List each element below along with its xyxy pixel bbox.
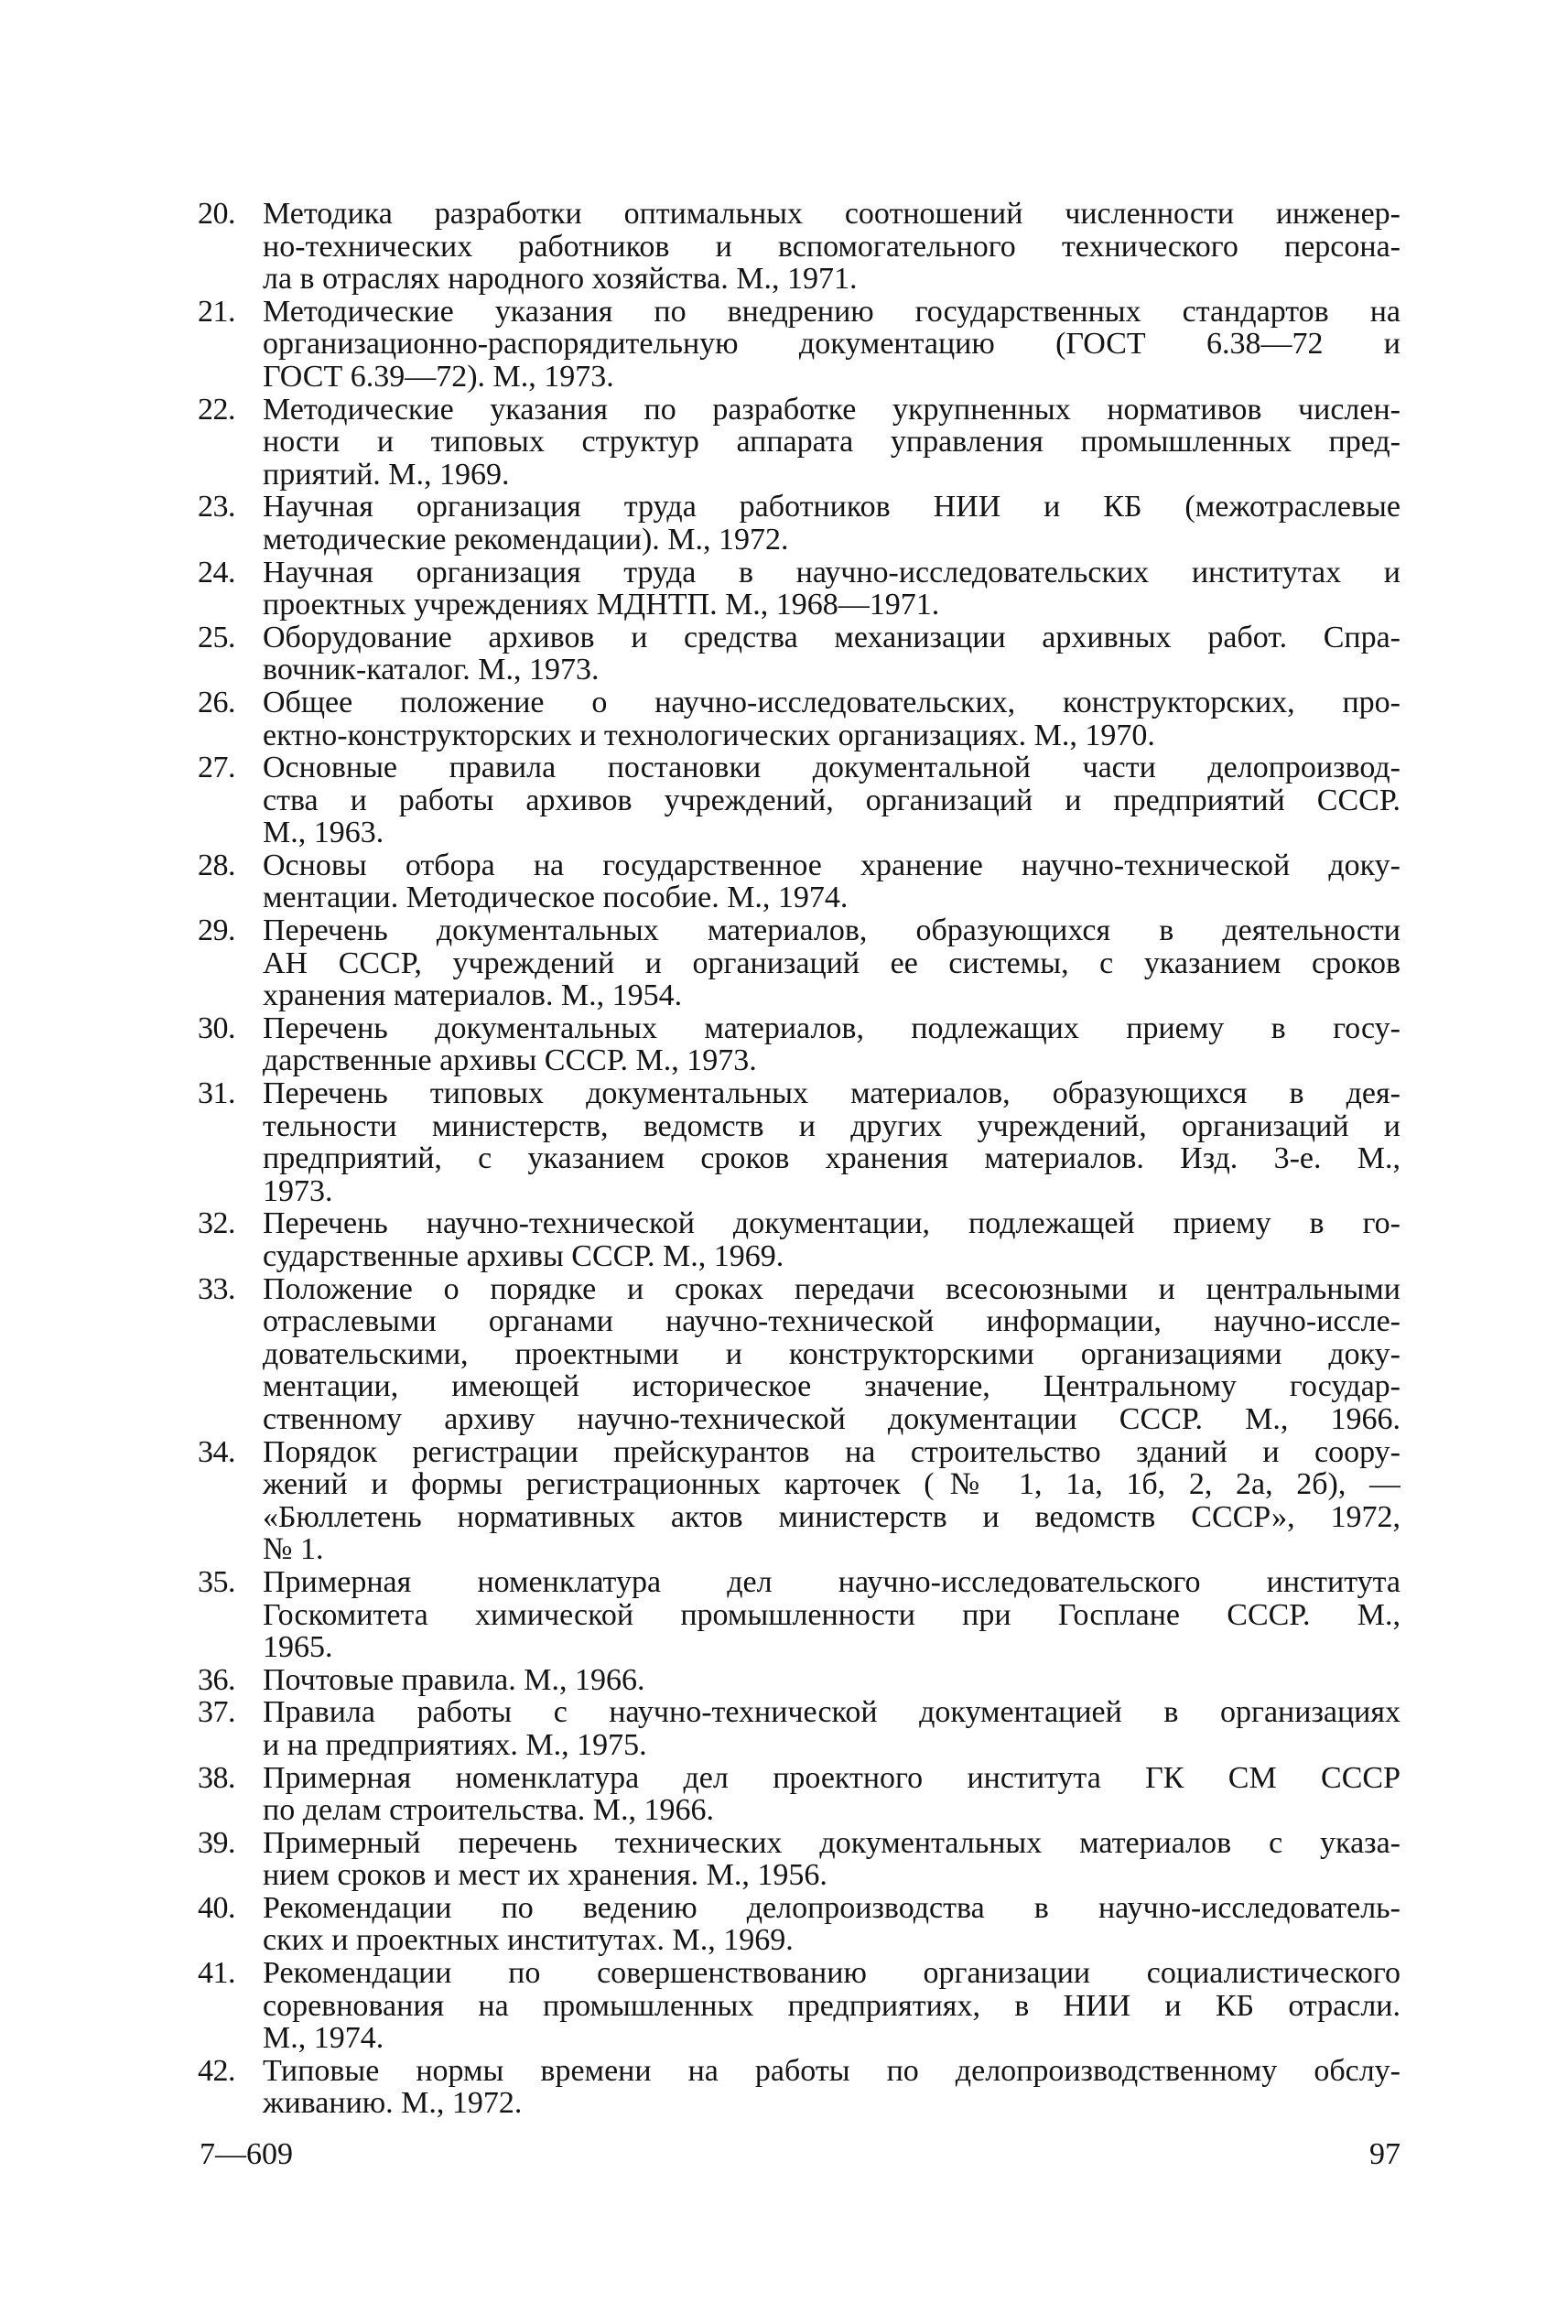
reference-text-line: Методика разработки оптимальных соотношений численности инженер- — [263, 198, 1400, 231]
reference-text-line: соревнования на промышленных предприятиях, в НИИ и КБ отрасли. — [263, 1989, 1400, 2023]
reference-text-line: довательскими, проектными и конструкторскими организациями доку- — [263, 1337, 1400, 1371]
reference-item — [198, 1892, 1400, 1957]
reference-text-line: ектно-конструкторских и технологических организациях. М., 1970. — [263, 718, 1155, 752]
reference-text-line: ских и проектных институтах. М., 1969. — [263, 1923, 794, 1958]
reference-text-line: методические рекомендации). М., 1972. — [263, 522, 789, 557]
reference-text-line: Методические указания по внедрению государственных стандартов на — [263, 295, 1400, 329]
reference-item — [198, 296, 1400, 394]
reference-text-line: Примерная номенклатура дел проектного института ГК СМ СССР — [263, 1761, 1400, 1795]
reference-item — [198, 1762, 1400, 1827]
reference-item — [198, 1077, 1400, 1207]
reference-text-line: АН СССР, учреждений и организаций ее системы, с указанием сроков — [263, 946, 1400, 980]
page-number: 97 — [1369, 2137, 1400, 2171]
reference-text-line: сударственные архивы СССР. М., 1969. — [263, 1239, 784, 1273]
reference-text-line: Научная организация труда работников НИИ и КБ (межотраслевые — [263, 491, 1400, 524]
reference-number: 33. — [198, 1271, 235, 1306]
reference-text-line: организационно-распорядительную документацию (ГОСТ 6.38—72 и — [263, 328, 1400, 361]
reference-text-line: и на предприятиях. М., 1975. — [263, 1727, 647, 1762]
reference-text-line: приятий. М., 1969. — [263, 457, 510, 492]
reference-number: 21. — [198, 294, 235, 329]
reference-item — [198, 1012, 1400, 1077]
reference-text-line: ности и типовых структур аппарата управления промышленных пред- — [263, 426, 1400, 459]
reference-text-line: проектных учреждениях МДНТП. М., 1968—1971. — [263, 588, 940, 622]
reference-text-line: М., 1974. — [263, 2021, 384, 2056]
reference-number: 42. — [198, 2053, 235, 2088]
reference-number: 20. — [198, 197, 235, 231]
reference-number: 40. — [198, 1890, 235, 1925]
reference-text-line: Примерный перечень технических документальных материалов с указа- — [263, 1826, 1400, 1860]
reference-item — [198, 1664, 1400, 1697]
reference-text-line: вочник-каталог. М., 1973. — [263, 653, 600, 687]
reference-text-line: ственному архиву научно-технической документации СССР. М., 1966. — [263, 1402, 1400, 1436]
reference-item — [198, 1696, 1400, 1761]
reference-text-line: Рекомендации по ведению делопроизводства в научно-исследователь- — [263, 1891, 1400, 1925]
reference-number: 29. — [198, 913, 235, 948]
reference-number: 25. — [198, 620, 235, 654]
reference-text-line: Общее положение о научно-исследовательских, конструкторских, про- — [263, 686, 1400, 719]
reference-text-line: № 1. — [263, 1532, 324, 1567]
reference-text-line: М., 1963. — [263, 816, 384, 850]
reference-item — [198, 751, 1400, 849]
reference-text-line: отраслевыми органами научно-технической информации, научно-иссле- — [263, 1305, 1400, 1338]
reference-number: 32. — [198, 1206, 235, 1241]
reference-number: 24. — [198, 555, 235, 589]
reference-text-line: тельности министерств, ведомств и других учреждений, организаций и — [263, 1109, 1400, 1143]
reference-text-line: Примерная номенклатура дел научно-исследовательского института — [263, 1565, 1400, 1599]
reference-number: 30. — [198, 1011, 235, 1045]
reference-item — [198, 1207, 1400, 1272]
reference-text-line: по делам строительства. М., 1966. — [263, 1793, 715, 1828]
reference-number: 38. — [198, 1760, 235, 1795]
reference-item — [198, 394, 1400, 492]
reference-text-line: ства и работы архивов учреждений, организаций и предприятий СССР. — [263, 784, 1400, 817]
reference-item — [198, 198, 1400, 296]
reference-text-line: Научная организация труда в научно-исследовательских институтах и — [263, 556, 1400, 589]
reference-list — [198, 198, 1400, 2120]
reference-number: 26. — [198, 685, 235, 719]
reference-text-line: ГОСТ 6.39—72). М., 1973. — [263, 359, 614, 394]
reference-text-line: хранения материалов. М., 1954. — [263, 978, 683, 1013]
reference-text-line: нием сроков и мест их хранения. М., 1956. — [263, 1858, 827, 1893]
reference-text-line: Порядок регистрации прейскурантов на строительство зданий и соору- — [263, 1435, 1400, 1469]
reference-text-line: Положение о порядке и сроках передачи всесоюзными и центральными — [263, 1272, 1400, 1306]
reference-item — [198, 1436, 1400, 1566]
reference-number: 31. — [198, 1076, 235, 1111]
reference-text-line: Перечень научно-технической документации, подлежащей приему в го- — [263, 1207, 1400, 1240]
reference-text-line: но-технических работников и вспомогательного технического персона- — [263, 230, 1400, 264]
reference-item — [198, 1827, 1400, 1892]
reference-text-line: Правила работы с научно-технической документацией в организациях — [263, 1696, 1400, 1729]
reference-text-line: «Бюллетень нормативных актов министерств и ведомств СССР», 1972, — [263, 1500, 1400, 1534]
reference-item — [198, 557, 1400, 622]
reference-text-line: Основные правила постановки документальной части делопроизвод- — [263, 751, 1400, 784]
reference-text-line: ментации. Методическое пособие. М., 1974. — [263, 881, 849, 915]
reference-number: 22. — [198, 392, 235, 427]
reference-item — [198, 1273, 1400, 1436]
reference-text-line: предприятий, с указанием сроков хранения материалов. Изд. 3-е. М., — [263, 1142, 1400, 1175]
reference-item — [198, 914, 1400, 1012]
reference-number: 34. — [198, 1434, 235, 1469]
reference-number: 28. — [198, 848, 235, 882]
reference-number: 23. — [198, 490, 235, 524]
reference-text-line: ментации, имеющей историческое значение, Центральному государ- — [263, 1370, 1400, 1403]
reference-text-line: живанию. М., 1972. — [263, 2086, 523, 2121]
reference-number: 27. — [198, 751, 235, 785]
reference-item — [198, 686, 1400, 751]
reference-item — [198, 622, 1400, 686]
reference-text-line: Рекомендации по совершенствованию организации социалистического — [263, 1957, 1400, 1990]
reference-text-line: ла в отраслях народного хозяйства. М., 1971. — [263, 262, 858, 297]
reference-text-line: Почтовые правила. М., 1966. — [263, 1662, 645, 1697]
reference-item — [198, 849, 1400, 914]
reference-text-line: 1973. — [263, 1173, 333, 1208]
reference-text-line: Перечень типовых документальных материалов, образующихся в дея- — [263, 1077, 1400, 1110]
reference-item — [198, 1957, 1400, 2055]
reference-text-line: Перечень документальных материалов, подлежащих приему в госу- — [263, 1011, 1400, 1045]
reference-text-line: 1965. — [263, 1630, 333, 1665]
reference-text-line: Основы отбора на государственное хранение научно-технической доку- — [263, 849, 1400, 882]
reference-number: 41. — [198, 1956, 235, 1991]
printer-signature-mark: 7—609 — [200, 2137, 293, 2171]
reference-number: 35. — [198, 1564, 235, 1599]
reference-text-line: Методические указания по разработке укрупненных нормативов числен- — [263, 393, 1400, 427]
reference-item — [198, 1566, 1400, 1664]
reference-text-line: Перечень документальных материалов, образующихся в деятельности — [263, 914, 1400, 947]
reference-item — [198, 491, 1400, 556]
reference-text-line: Оборудование архивов и средства механизации архивных работ. Спра- — [263, 621, 1400, 654]
reference-text-line: Типовые нормы времени на работы по делопроизводственному обслу- — [263, 2054, 1400, 2088]
reference-item — [198, 2055, 1400, 2120]
reference-number: 36. — [198, 1662, 235, 1697]
reference-text-line: дарственные архивы СССР. М., 1973. — [263, 1043, 757, 1078]
reference-number: 39. — [198, 1825, 235, 1860]
reference-number: 37. — [198, 1695, 235, 1730]
reference-text-line: жений и формы регистрационных карточек (№ 1, 1а, 1б, 2, 2а, 2б), — — [263, 1468, 1400, 1501]
reference-text-line: Госкомитета химической промышленности при Госплане СССР. М., — [263, 1598, 1400, 1632]
